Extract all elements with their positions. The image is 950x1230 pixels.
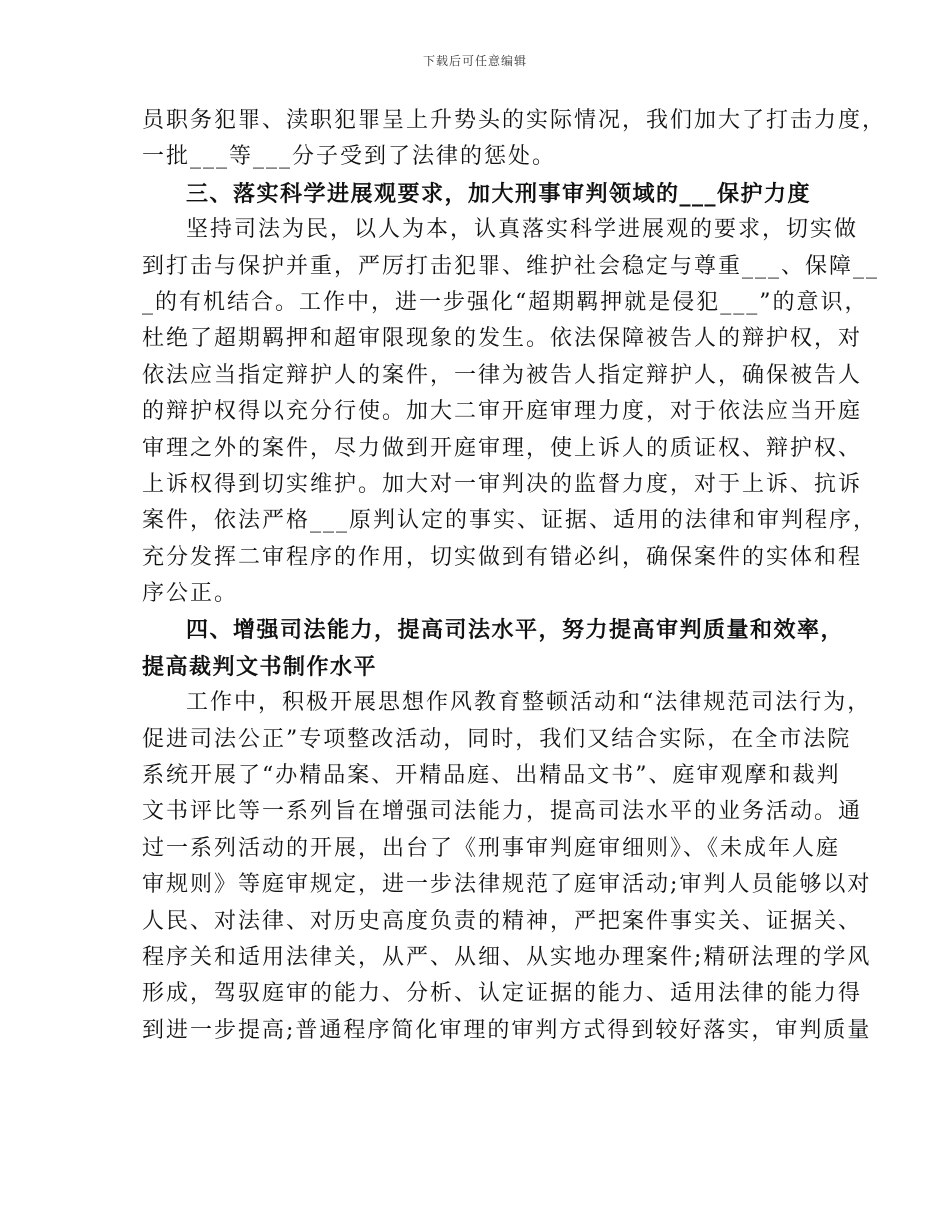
body-line: 员职务犯罪、渎职犯罪呈上升势头的实际情况，我们加大了打击力度，: [142, 108, 887, 133]
body-line: 文书评比等一系列旨在增强司法能力，提高司法水平的业务活动。通: [142, 799, 863, 825]
body-line: 促进司法公正”专项整改活动，同时，我们又结合实际，在全市法院: [142, 726, 852, 752]
body-line: 上诉权得到切实维护。加大对一审判决的监督力度，对于上诉、抗诉: [142, 471, 863, 497]
section-heading-4-cont: 提高裁判文书制作水平: [142, 653, 378, 680]
body-line: 到进一步提高;普通程序简化审理的审判方式得到较好落实，审判质量: [142, 1017, 872, 1043]
body-line: 到打击与保护并重，严厉打击犯罪、维护社会稳定与尊重___、保障__: [142, 253, 880, 279]
paragraph-start: 工作中，积极开展思想作风教育整顿活动和“法律规范司法行为，: [186, 690, 872, 716]
document-body: [142, 103, 887, 1049]
page-header: 下载后可任意编辑: [422, 54, 527, 68]
body-line: 充分发挥二审程序的作用，切实做到有错必纠，确保案件的实体和程: [142, 544, 863, 570]
body-line: _的有机结合。工作中，进一步强化“超期羁押就是侵犯___”的意识，: [142, 289, 869, 315]
body-line: 审理之外的案件，尽力做到开庭审理，使上诉人的质证权、辩护权、: [142, 435, 863, 461]
body-line: 形成，驾驭庭审的能力、分析、认定证据的能力、适用法律的能力得: [142, 981, 863, 1007]
body-line: 人民、对法律、对历史高度负责的精神，严把案件事实关、证据关、: [142, 908, 863, 934]
body-line: 审规则》等庭审规定，进一步法律规范了庭审活动;审判人员能够以对: [142, 872, 872, 898]
body-line: 序公正。: [142, 581, 239, 607]
paragraph-start: 坚持司法为民，以人为本，认真落实科学进展观的要求，切实做: [186, 217, 859, 243]
section-heading-4: 四、增强司法能力，提高司法水平，努力提高审判质量和效率，: [186, 617, 845, 644]
body-line: 案件，依法严格___原判认定的事实、证据、适用的法律和审判程序，: [142, 508, 878, 534]
body-line: 过一系列活动的开展，出台了《刑事审判庭审细则》、《未成年人庭: [142, 835, 841, 861]
body-line: 程序关和适用法律关，从严、从细、从实地办理案件;精研法理的学风: [142, 944, 872, 970]
body-line: 杜绝了超期羁押和超审限现象的发生。依法保障被告人的辩护权，对: [142, 326, 863, 352]
body-line: 的辩护权得以充分行使。加大二审开庭审理力度，对于依法应当开庭: [142, 399, 863, 425]
section-heading-3: 三、落实科学进展观要求，加大刑事审判领域的___保护力度: [186, 180, 812, 207]
body-line: 一批___等___分子受到了法律的惩处。: [142, 144, 557, 170]
body-line: 系统开展了“办精品案、开精品庭、出精品文书”、庭审观摩和裁判: [142, 763, 841, 789]
body-line: 依法应当指定辩护人的案件，一律为被告人指定辩护人，确保被告人: [142, 362, 863, 388]
